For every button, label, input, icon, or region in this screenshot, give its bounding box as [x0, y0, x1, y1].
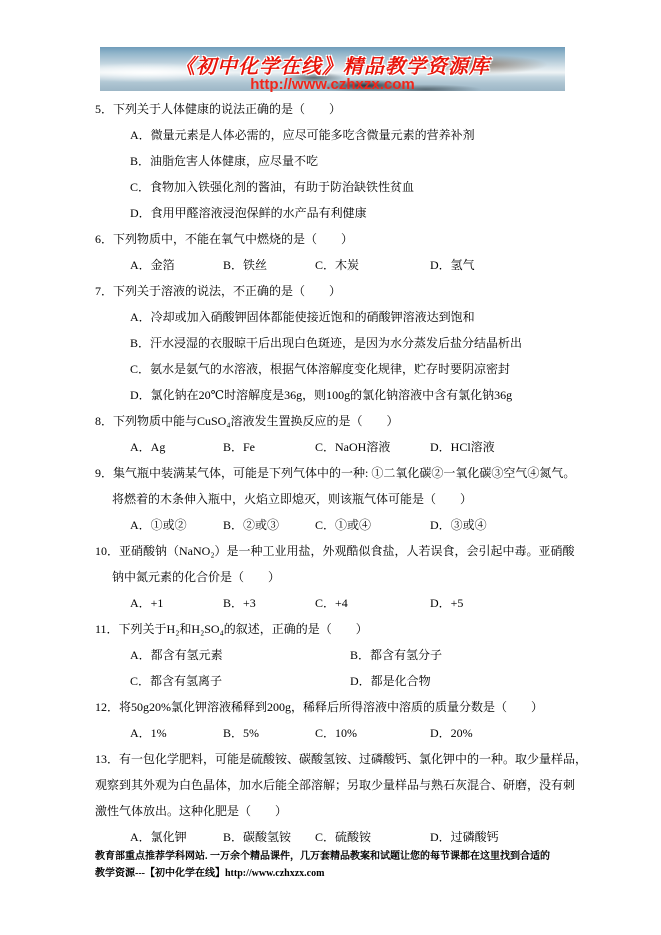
question-9-stem-line-1: 9．集气瓶中装满某气体，可能是下列气体中的一种: ①二氧化碳②一氧化碳③空气④氮气。 [95, 466, 576, 480]
question-5-option-c: C．食物加入铁强化剂的酱油，有助于防治缺铁性贫血 [130, 180, 415, 194]
question-10-option-d: D．+5 [430, 596, 464, 610]
question-8-options [95, 434, 575, 460]
banner-title: 《初中化学在线》精品教学资源库 [175, 56, 490, 78]
question-7-option-d: D．氯化钠在20℃时溶解度是36g，则100g的氯化钠溶液中含有氯化钠36g [130, 388, 513, 402]
question-5-option-a: A．微量元素是人体必需的，应尽可能多吃含微量元素的营养补剂 [130, 128, 475, 142]
question-13-stem-line-2: 观察到其外观为白色晶体，加水后能全部溶解；另取少量样品与熟石灰混合、研磨，没有刺 [95, 778, 576, 792]
question-8-option-b: B．Fe [223, 440, 256, 454]
question-8-option-c: C．NaOH溶液 [315, 440, 391, 454]
footer [95, 848, 575, 882]
question-10-option-a: A．+1 [130, 596, 164, 610]
question-9-option-a: A．①或② [130, 518, 187, 532]
question-5-option-b: B．油脂危害人体健康，应尽量不吃 [130, 154, 319, 168]
question-6 [95, 226, 575, 278]
question-11 [95, 616, 575, 694]
question-7-option-a: A．冷却或加入硝酸钾固体都能使接近饱和的硝酸钾溶液达到饱和 [130, 310, 475, 324]
question-7-option-c: C．氨水是氨气的水溶液，根据气体溶解度变化规律，贮存时要阴凉密封 [130, 362, 511, 376]
question-5-option-d: D．食用甲醛溶液浸泡保鲜的水产品有利健康 [130, 206, 367, 220]
question-9 [95, 460, 575, 538]
banner-url: http://www.czhxzx.com [250, 76, 415, 93]
question-10-options [95, 590, 575, 616]
header-banner-image [100, 47, 565, 91]
question-8 [95, 408, 575, 460]
question-13-stem-line-3: 激性气体放出。这种化肥是（ ） [95, 804, 288, 818]
question-13-stem-line-1: 13．有一包化学肥料，可能是硫酸铵、碳酸氢铵、过磷酸钙、氯化钾中的一种。取少量样品， [95, 752, 588, 766]
question-5 [95, 96, 575, 226]
question-13-option-d: D．过磷酸钙 [430, 830, 499, 844]
footer-line-2: 教学资源---【初中化学在线】http://www.czhxzx.com [95, 868, 325, 879]
question-7 [95, 278, 575, 408]
question-6-option-c: C．木炭 [315, 258, 360, 272]
questions-area [95, 96, 588, 850]
question-9-options [95, 512, 575, 538]
question-10-option-b: B．+3 [223, 596, 256, 610]
question-6-option-a: A．金箔 [130, 258, 175, 272]
question-12-options [95, 720, 575, 746]
question-12-option-c: C．10% [315, 726, 358, 740]
question-11-options-row-2 [95, 668, 575, 694]
question-10 [95, 538, 575, 616]
question-12 [95, 694, 575, 746]
question-10-stem-line-1: 10．亚硝酸钠（NaNO₂）是一种工业用盐，外观酷似食盐，人若误食，会引起中毒。亚硝酸 [95, 544, 575, 558]
question-11-option-b: B．都含有氢分子 [350, 648, 443, 662]
question-10-option-c: C．+4 [315, 596, 348, 610]
question-6-option-d: D．氢气 [430, 258, 475, 272]
question-8-option-d: D．HCl溶液 [430, 440, 495, 454]
question-11-option-d: D．都是化合物 [350, 674, 431, 688]
question-13-option-a: A．氯化钾 [130, 830, 187, 844]
question-9-stem-line-2: 将燃着的木条伸入瓶中，火焰立即熄灭，则该瓶气体可能是（ ） [112, 492, 473, 506]
question-7-option-b: B．汗水浸湿的衣服晾干后出现白色斑迹，是因为水分蒸发后盐分结晶析出 [130, 336, 523, 350]
question-12-option-d: D．20% [430, 726, 473, 740]
question-13-option-b: B．碳酸氢铵 [223, 830, 292, 844]
question-6-option-b: B．铁丝 [223, 258, 268, 272]
question-9-option-d: D．③或④ [430, 518, 487, 532]
question-12-stem: 12．将50g20%氯化钾溶液稀释到200g，稀释后所得溶液中溶质的质量分数是（ ） [95, 700, 543, 714]
question-6-stem: 6．下列物质中，不能在氧气中燃烧的是（ ） [95, 232, 354, 246]
question-11-option-c: C．都含有氢离子 [130, 674, 223, 688]
question-13-option-c: C．硫酸铵 [315, 830, 372, 844]
footer-line-1: 教育部重点推荐学科网站. 一万余个精品课件，几万套精品教案和试题让您的每节课都在这里找到合适的 [95, 851, 550, 862]
question-6-options [95, 252, 575, 278]
question-13 [95, 746, 588, 850]
question-10-stem-line-2: 钠中氮元素的化合价是（ ） [112, 570, 281, 584]
question-13-options [95, 824, 575, 850]
question-12-option-a: A．1% [130, 726, 167, 740]
question-11-option-a: A．都含有氢元素 [130, 648, 223, 662]
question-12-option-b: B．5% [223, 726, 260, 740]
question-11-stem: 11．下列关于H₂和H₂SO₄的叙述，正确的是（ ） [95, 622, 368, 636]
question-11-options-row-1 [95, 642, 575, 668]
question-9-option-b: B．②或③ [223, 518, 280, 532]
question-7-stem: 7．下列关于溶液的说法，不正确的是（ ） [95, 284, 342, 298]
question-8-option-a: A．Ag [130, 440, 166, 454]
question-5-stem: 5．下列关于人体健康的说法正确的是（ ） [95, 102, 342, 116]
question-9-option-c: C．①或④ [315, 518, 372, 532]
question-8-stem: 8．下列物质中能与CuSO₄溶液发生置换反应的是（ ） [95, 414, 399, 428]
